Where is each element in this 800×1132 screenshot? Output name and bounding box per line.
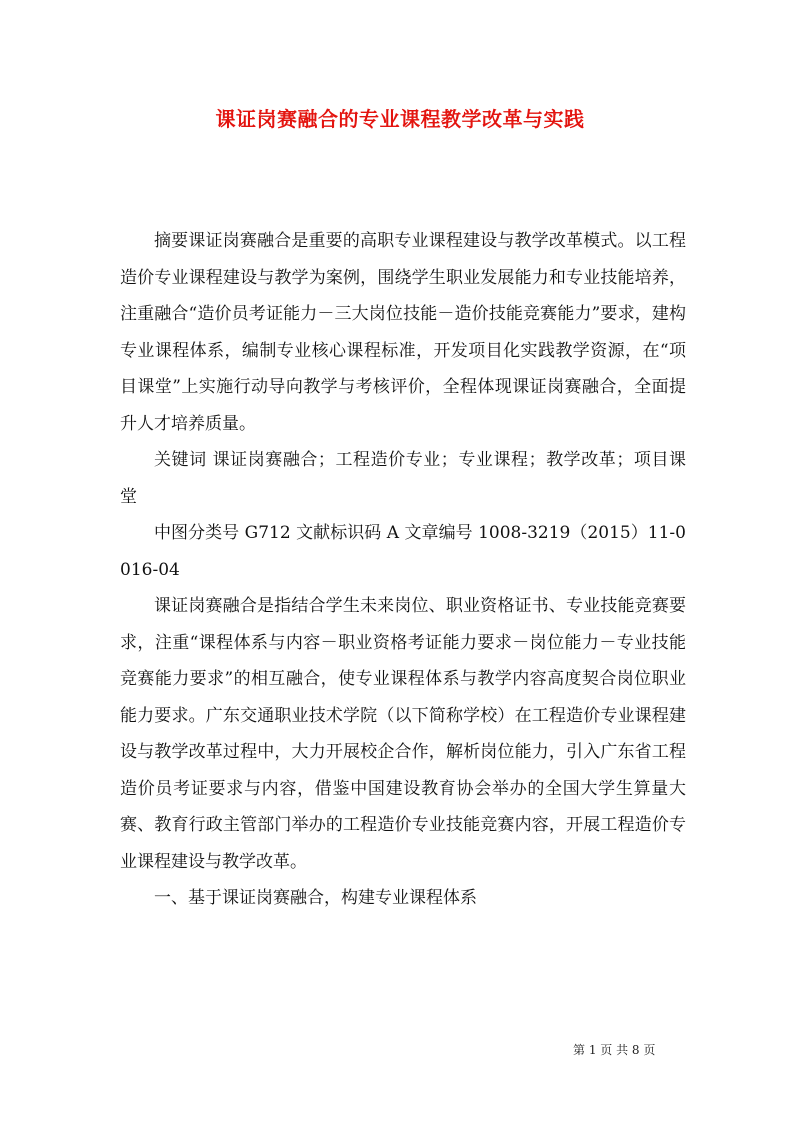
section-heading: 一、基于课证岗赛融合，构建专业课程体系 — [154, 888, 477, 908]
document-title: 课证岗赛融合的专业课程教学改革与实践 — [215, 107, 585, 131]
abstract-paragraph: 摘要课证岗赛融合是重要的高职专业课程建设与教学改革模式。以工程造价专业课程建设与教学为案例，围绕学生职业发展能力和专业技能培养，注重融合“造价员考证能力－三大岗位技能－造价技能竞赛能力”要求，建构专业课程体系，编制专业核心课程标准，开发项目化实践教学资源，在“项目课堂”上实施行动导向教学与考核评价，全程体现课证岗赛融合，全面提升人才培养质量。 — [120, 231, 686, 434]
keywords-paragraph: 关键词 课证岗赛融合；工程造价专业；专业课程；教学改革；项目课堂 — [120, 450, 686, 507]
intro-paragraph: 课证岗赛融合是指结合学生未来岗位、职业资格证书、专业技能竞赛要求，注重“课程体系与内容－职业资格考证能力要求－岗位能力－专业技能竞赛能力要求”的相互融合，使专业课程体系与教学内容高度契合岗位职业能力要求。广东交通职业技术学院（以下简称学校）在工程造价专业课程建设与教学改革过程中，大力开展校企合作，解析岗位能力，引入广东省工程造价员考证要求与内容，借鉴中国建设教育协会举办的全国大学生算量大赛、教育行政主管部门举办的工程造价专业技能竞赛内容，开展工程造价专业课程建设与教学改革。 — [120, 596, 686, 872]
page-number-footer: 第 1 页 共 8 页 — [573, 1043, 656, 1057]
classification-paragraph: 中图分类号 G712 文献标识码 A 文章编号 1008-3219（2015）11-0016-04 — [120, 523, 686, 580]
document-body — [120, 223, 686, 917]
